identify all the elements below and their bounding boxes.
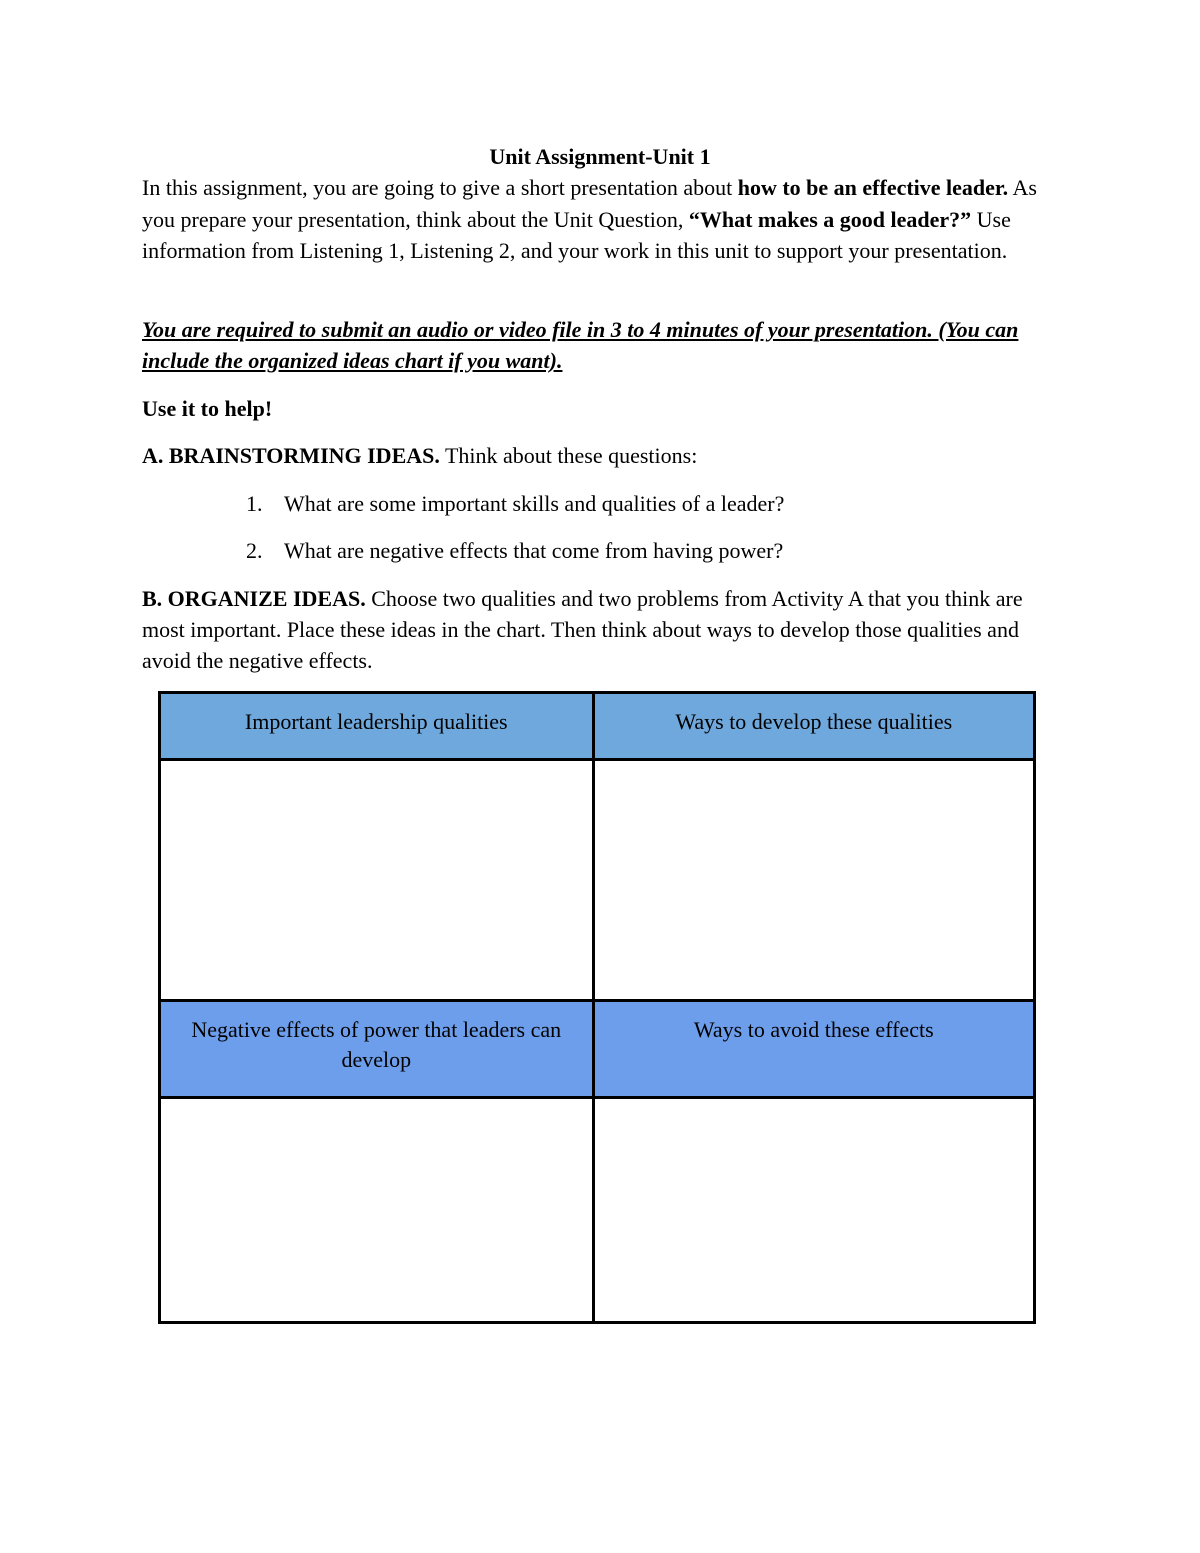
table-row <box>160 1098 1035 1323</box>
header-cell-develop: Ways to develop these qualities <box>593 693 1034 760</box>
question-text: What are negative effects that come from having power? <box>284 538 784 563</box>
answer-cell-develop[interactable] <box>593 760 1034 1001</box>
section-a-text: Think about these questions: <box>439 443 698 468</box>
intro-bold-1: how to be an effective leader. <box>737 175 1009 200</box>
table-row <box>160 760 1035 1001</box>
table-row <box>160 693 1035 760</box>
question-list <box>246 488 784 582</box>
table-row <box>160 1001 1035 1098</box>
intro-bold-2: “What makes a good leader?” <box>688 206 972 232</box>
section-b-heading: B. ORGANIZE IDEAS. <box>142 586 366 611</box>
header-cell-qualities: Important leadership qualities <box>160 693 594 760</box>
requirement-note: You are required to submit an audio or video file in 3 to 4 minutes of your presentation. (You can include the organized ideas chart if you want). <box>142 317 1019 373</box>
answer-cell-negative-effects[interactable] <box>160 1098 594 1323</box>
answer-cell-avoid[interactable] <box>593 1098 1034 1323</box>
section-a-heading: A. BRAINSTORMING IDEAS. <box>142 443 440 468</box>
section-b <box>142 583 1062 676</box>
list-item <box>246 535 784 566</box>
header-cell-avoid: Ways to avoid these effects <box>593 1001 1034 1098</box>
list-item <box>246 488 784 519</box>
section-b-text: Choose two qualities and two problems from Activity A that you think are most important. Place these ideas in the chart. Then think about ways to develop those qualities and avoid the negative effects. <box>142 586 1023 673</box>
question-number: 2. <box>246 538 263 563</box>
question-text: What are some important skills and qualities of a leader? <box>284 491 785 516</box>
page-title: Unit Assignment-Unit 1 <box>489 144 711 169</box>
intro-text-3: Use information from Listening 1, Listening 2, and your work in this unit to support your presentation. <box>142 206 1011 263</box>
intro-text-2: As you prepare your presentation, think about the Unit Question, <box>142 175 1037 232</box>
section-a <box>142 440 697 471</box>
question-number: 1. <box>246 491 263 516</box>
header-cell-negative-effects: Negative effects of power that leaders can develop <box>160 1001 594 1098</box>
help-line: Use it to help! <box>142 396 273 421</box>
answer-cell-qualities[interactable] <box>160 760 594 1001</box>
organize-ideas-chart <box>158 691 1036 1324</box>
intro-paragraph <box>142 172 1062 267</box>
intro-text-1: In this assignment, you are going to give a short presentation about <box>142 175 738 200</box>
